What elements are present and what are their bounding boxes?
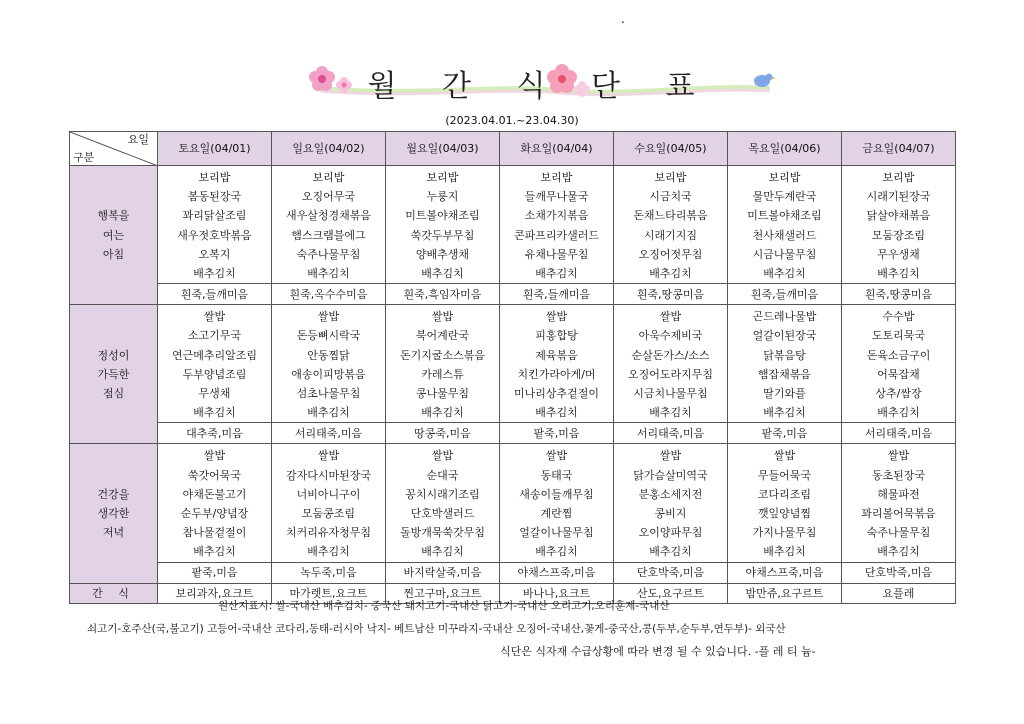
menu-item: 돈육소금구이 [866,348,931,362]
stray-dot: . [621,12,625,26]
day-header: 화요일(04/04) [500,132,614,166]
menu-item: 봄동된장국 [187,190,242,204]
menu-item: 동태국 [540,468,573,482]
menu-item: 배추김치 [421,406,464,420]
porridge-cell: 서리태죽,미음 [614,423,728,444]
menu-item: 닭가슴살미역국 [633,468,708,482]
menu-item: 쌀밥 [887,449,910,463]
meal-label-line: 생각한 [97,506,130,520]
menu-item: 쌀밥 [203,310,226,324]
porridge-cell: 바지락살죽,미음 [386,562,500,583]
menu-item: 배추김치 [193,267,236,281]
day-header: 월요일(04/03) [386,132,500,166]
menu-item: 미트볼야채조림 [405,209,480,223]
menu-cell [614,305,728,423]
day-header: 수요일(04/05) [614,132,728,166]
meal-label-line: 건강을 [97,487,130,501]
menu-item: 오복지 [198,247,231,261]
menu-cell [728,166,842,284]
menu-item: 분홍소세지전 [638,487,703,501]
menu-item: 참나물겉절이 [182,526,247,540]
menu-item: 깻잎양념찜 [757,507,812,521]
menu-item: 배추김치 [649,267,692,281]
meal-label [70,444,158,583]
porridge-cell: 흰죽,들깨미음 [158,284,272,305]
menu-item: 곤드레나물밥 [752,310,817,324]
menu-item: 쌀밥 [545,310,568,324]
menu-item: 계란찜 [540,507,573,521]
menu-item: 아욱수제비국 [638,329,703,343]
menu-item: 소고기무국 [187,329,242,343]
menu-item: 북어계란국 [415,329,470,343]
meal-row [70,166,956,284]
meal-label-line: 가득한 [97,367,130,381]
menu-item: 꽁치시래기조림 [405,487,480,501]
menu-cell [728,305,842,423]
menu-item: 애송이피망볶음 [291,367,366,381]
menu-item: 피홍합탕 [535,329,578,343]
menu-item: 쑥갓어묵국 [187,468,242,482]
menu-cell [842,166,956,284]
menu-cell [500,444,614,562]
menu-item: 배추김치 [649,545,692,559]
menu-item: 순두부/양념장 [180,507,249,521]
menu-item: 배추김치 [307,267,350,281]
origin-note-2: 쇠고기-호주산(국,불고기) 고등어-국내산 코다리,동태-러시아 낙지- 베트남산 미꾸라지-국내산 오징어-국내산,꽃게-중국산,콩(두부,순두부,연두부)- 외국산 [87,623,786,635]
porridge-cell: 서리태죽,미음 [272,423,386,444]
menu-cell [158,305,272,423]
meal-label-line: 여는 [102,228,125,242]
porridge-row [70,562,956,583]
porridge-cell: 땅콩죽,미음 [386,423,500,444]
menu-item: 숙주나물무침 [296,247,361,261]
menu-cell [272,444,386,562]
menu-cell [386,305,500,423]
menu-cell [614,166,728,284]
origin-note-1: 원산지표시: 쌀-국내산 배추김치- 중국산 돼지고기-국내산 닭고기-국내산 오리고기,오리훈제-국내산 [218,600,670,612]
menu-item: 햄스크램블에그 [291,228,366,242]
menu-item: 배추김치 [307,545,350,559]
corner-cell [70,132,158,166]
menu-cell [158,166,272,284]
menu-item: 배추김치 [193,545,236,559]
menu-item: 소채가지볶음 [524,209,589,223]
menu-item: 콩나물무침 [415,387,470,401]
menu-item: 배추김치 [421,545,464,559]
menu-item: 수수밥 [882,310,915,324]
menu-item: 감자다시마된장국 [285,468,371,482]
menu-item: 배추김치 [307,406,350,420]
menu-item: 무들어묵국 [757,468,812,482]
menu-item: 쌀밥 [317,449,340,463]
menu-item: 배추김치 [649,406,692,420]
meal-label-line: 정성이 [97,348,130,362]
snack-cell: 마가렛트,요크트 [272,583,386,603]
menu-item: 쌀밥 [545,449,568,463]
menu-item: 배추김치 [877,406,920,420]
menu-item: 오징어도라지무침 [627,367,713,381]
menu-item: 치커리유자청무침 [285,526,371,540]
menu-item: 새우젓호박볶음 [177,228,252,242]
menu-item: 동초된장국 [871,468,926,482]
snack-cell: 보리과자,요크트 [158,583,272,603]
menu-item: 양배추생채 [415,247,470,261]
menu-item: 순살돈가스/소스 [631,348,710,362]
menu-cell [500,166,614,284]
menu-item: 보리밥 [312,171,345,184]
menu-cell [614,444,728,562]
menu-item: 쌀밥 [203,449,226,463]
porridge-cell: 흰죽,땅콩미음 [842,284,956,305]
menu-cell [272,166,386,284]
menu-cell [728,444,842,562]
porridge-cell: 서리태죽,미음 [842,423,956,444]
menu-item: 배추김치 [535,406,578,420]
menu-item: 해물파전 [877,487,920,501]
period-range: (2023.04.01.~23.04.30) [445,114,579,127]
menu-item: 햄잡채볶음 [757,367,812,381]
menu-item: 돈채느타리볶음 [633,209,708,223]
snack-cell: 산도,요구르트 [614,583,728,603]
menu-item: 유채나물무침 [524,247,589,261]
snack-cell: 밤만쥬,요구르트 [728,583,842,603]
menu-item: 연근메추리알조림 [171,348,257,362]
menu-item: 무우생채 [877,247,920,261]
menu-item: 새송이들깨무침 [519,487,594,501]
menu-item: 얼갈이된장국 [752,329,817,343]
menu-item: 보리밥 [882,171,915,184]
menu-item: 무생채 [198,387,231,401]
porridge-cell: 팥죽,미음 [158,562,272,583]
porridge-cell: 녹두죽,미음 [272,562,386,583]
menu-item: 오징어젓무침 [638,247,703,261]
snack-cell: 바나나,요크트 [500,583,614,603]
meal-label-line: 저녁 [102,526,125,540]
porridge-row [70,284,956,305]
menu-item: 돈등뼈시락국 [296,329,361,343]
menu-item: 닭볶음탕 [763,348,806,362]
meal-row [70,305,956,423]
porridge-cell: 야채스프죽,미음 [728,562,842,583]
menu-item: 제육볶음 [535,348,578,362]
menu-item: 누룽지 [426,190,459,204]
porridge-cell: 흰죽,흑임자미음 [386,284,500,305]
corner-day-label: 요일 [127,133,149,146]
snack-cell: 찐고구마,요크트 [386,583,500,603]
porridge-cell: 야채스프죽,미음 [500,562,614,583]
menu-item: 쌀밥 [431,449,454,463]
title-banner [300,55,780,115]
menu-item: 야채돈불고기 [182,487,247,501]
menu-item: 콩비지 [654,507,687,521]
menu-item: 쌀밥 [317,310,340,324]
header-row [70,132,956,166]
menu-item: 닭살야채볶음 [866,209,931,223]
meal-label-line: 아침 [102,247,125,261]
menu-item: 모둠장조림 [871,228,926,242]
porridge-row [70,423,956,444]
corner-category-label: 구분 [73,151,95,164]
porridge-cell: 흰죽,들깨미음 [500,284,614,305]
menu-cell [158,444,272,562]
menu-item: 오징어무국 [301,190,356,204]
menu-item: 돌방개묵쑥갓무침 [399,526,485,540]
menu-item: 꽈리닭살조림 [182,209,247,223]
menu-item: 단호박샐러드 [410,507,475,521]
menu-item: 도토리묵국 [871,329,926,343]
page-title: 월 간 식 단 표 [367,69,713,104]
porridge-cell: 대추죽,미음 [158,423,272,444]
menu-item: 시래기된장국 [866,190,931,204]
menu-item: 쑥갓두부무침 [410,228,475,242]
menu-item: 배추김치 [877,267,920,281]
day-header: 토요일(04/01) [158,132,272,166]
menu-item: 쌀밥 [431,310,454,324]
menu-item: 배추김치 [877,545,920,559]
porridge-cell: 팥죽,미음 [500,423,614,444]
porridge-cell: 흰죽,옥수수미음 [272,284,386,305]
menu-item: 코다리조림 [757,487,812,501]
menu-cell [386,444,500,562]
menu-item: 꽈리볼어묵볶음 [861,507,936,521]
meal-plan-table [69,131,956,604]
menu-item: 천사채샐러드 [752,228,817,242]
menu-item: 쌀밥 [659,310,682,324]
menu-item: 보리밥 [654,171,687,184]
menu-item: 쌀밥 [659,449,682,463]
menu-item: 시금치국 [649,190,692,204]
menu-item: 보리밥 [540,171,573,184]
menu-item: 너비아니구이 [296,487,361,501]
menu-item: 배추김치 [535,545,578,559]
menu-item: 보리밥 [198,171,231,184]
menu-cell [500,305,614,423]
porridge-cell: 흰죽,들깨미음 [728,284,842,305]
meal-label-line: 행복을 [97,209,130,223]
snack-cell: 요플레 [842,583,956,603]
menu-item: 순대국 [426,468,459,482]
porridge-cell: 단호박죽,미음 [842,562,956,583]
menu-item: 물만두계란국 [752,190,817,204]
menu-item: 안동찜닭 [307,348,350,362]
menu-item: 들깨무나물국 [524,190,589,204]
porridge-cell: 흰죽,땅콩미음 [614,284,728,305]
menu-item: 시금치나물무침 [633,387,708,401]
menu-item: 미나리상추겉절이 [513,387,599,401]
meal-label-line: 점심 [102,386,125,400]
menu-item: 시금나물무침 [752,247,817,261]
menu-item: 치킨가라아게/머 [517,367,596,381]
menu-cell [386,166,500,284]
menu-item: 배추김치 [763,267,806,281]
menu-cell [272,305,386,423]
menu-item: 배추김치 [421,267,464,281]
menu-item: 쌀밥 [773,449,796,463]
menu-cell [842,305,956,423]
meal-label [70,305,158,444]
change-notice: 식단은 식자재 수급상황에 따라 변경 될 수 있습니다. -플 레 티 늄- [500,645,816,658]
porridge-cell: 단호박죽,미음 [614,562,728,583]
menu-item: 새우살청경채볶음 [285,209,371,223]
day-header: 일요일(04/02) [272,132,386,166]
menu-item: 시래기지짐 [643,228,698,242]
day-header: 목요일(04/06) [728,132,842,166]
meal-row [70,444,956,562]
porridge-cell: 팥죽,미음 [728,423,842,444]
menu-item: 카레스튜 [421,367,464,381]
menu-item: 딸기와플 [763,387,806,401]
menu-cell [842,444,956,562]
menu-item: 배추김치 [535,267,578,281]
menu-item: 얼갈이나물무침 [519,526,594,540]
day-header: 금요일(04/07) [842,132,956,166]
menu-item: 모둠콩조림 [301,507,356,521]
menu-item: 상추/쌈장 [875,387,922,401]
menu-item: 섬초나물무침 [296,387,361,401]
menu-item: 돈기지굴소스볶음 [399,348,485,362]
menu-item: 숙주나물무침 [866,526,931,540]
snack-label: 간 식 [70,583,158,603]
menu-item: 콘파프리카샐러드 [513,228,599,242]
menu-item: 두부양념조림 [182,367,247,381]
meal-label [70,166,158,305]
menu-item: 어묵잡채 [877,367,920,381]
menu-item: 가지나물무침 [752,526,817,540]
menu-item: 미트볼야채조림 [747,209,822,223]
menu-item: 배추김치 [763,406,806,420]
menu-item: 배추김치 [763,545,806,559]
menu-item: 보리밥 [426,171,459,184]
menu-item: 보리밥 [768,171,801,184]
menu-item: 오이양파무침 [638,526,703,540]
menu-item: 배추김치 [193,406,236,420]
